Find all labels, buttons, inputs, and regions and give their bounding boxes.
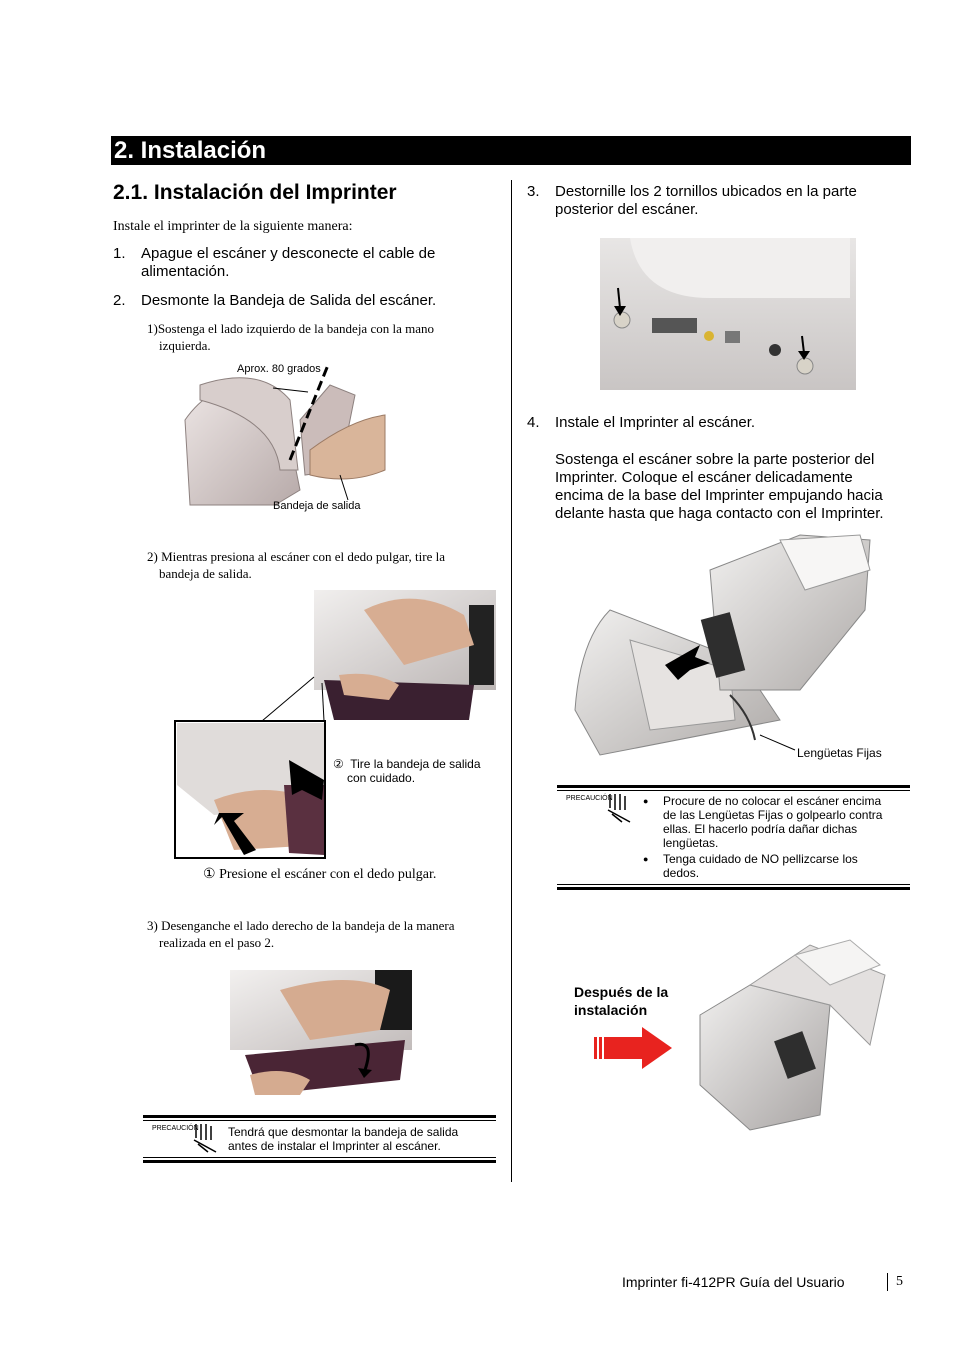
installed-scanner-figure [690, 935, 890, 1135]
caution-right-bottom-rule [557, 887, 910, 890]
red-arrow-icon [594, 1027, 674, 1069]
substep-3 [147, 917, 455, 951]
caution-left-hand-icon [192, 1122, 220, 1154]
substep-2-line-2: bandeja de salida. [159, 566, 252, 581]
step-4-detail [555, 451, 884, 523]
step-4-detail-line-2: Imprinter. Coloque el escáner delicadamente [555, 469, 853, 486]
footer-title: Imprinter fi-412PR Guía del Usuario [622, 1274, 845, 1290]
substep-1-line-1: 1)Sostenga el lado izquierdo de la bandeja con la mano [147, 321, 434, 336]
caution-left-top-rule-thin [143, 1120, 496, 1121]
column-divider [511, 180, 512, 1182]
step-2-text: Desmonte la Bandeja de Salida del escáner. [141, 292, 437, 309]
step-1-line-1: Apague el escáner y desconecte el cable de [141, 245, 436, 262]
caution-left-line-2: antes de instalar el Imprinter al escáner. [228, 1139, 441, 1153]
caution-right-logo: PRECAUCIÓN [566, 795, 613, 802]
angle-label: Aprox. 80 grados [237, 363, 321, 375]
caution-right-b2-line-1: ● Tenga cuidado de NO pellizcarse los [663, 852, 858, 866]
caution-right-bottom-rule-thin [557, 884, 910, 885]
caution-right-b1-line-3: ellas. El hacerlo podría dañar dichas [663, 822, 858, 836]
caution-left-top-rule [143, 1115, 496, 1118]
tray-angle-figure [180, 360, 390, 515]
step-3-number: 3. [527, 183, 540, 200]
pull-label [333, 757, 481, 785]
caution-right-b2-line-2: dedos. [663, 866, 700, 880]
caution-left-logo: PRECAUCIÓN [152, 1125, 199, 1132]
press-label [203, 866, 436, 883]
caution-right-b1-line-1: ● Procure de no colocar el escáner encima [663, 794, 882, 808]
caution-right-bullet-1 [643, 794, 903, 850]
caution-left-bottom-rule [143, 1160, 496, 1163]
caution-right-top-rule-thin [557, 790, 910, 791]
pull-number: ② [333, 757, 344, 771]
step-3-line-1: Destornille los 2 tornillos ubicados en la parte [555, 183, 857, 200]
substep-3-line-1: 3) Desenganche el lado derecho de la bandeja de la manera [147, 918, 455, 933]
step-1-number: 1. [113, 245, 126, 262]
caution-right-b1-line-2: de las Lengüetas Fijas o golpearlo contra [663, 808, 883, 822]
footer-separator [887, 1273, 888, 1291]
substep-2 [147, 548, 445, 582]
substep-1-line-2: izquierda. [159, 338, 211, 353]
after-install-line-1: Después de la [574, 984, 669, 1000]
step-4-number: 4. [527, 414, 540, 431]
tray-label: Bandeja de salida [273, 500, 361, 512]
substep-3-line-2: realizada en el paso 2. [159, 935, 275, 950]
caution-right-b1-line-4: lengüetas. [663, 836, 719, 850]
pull-tray-figure [174, 585, 499, 860]
caution-left-bottom-rule-thin [143, 1157, 496, 1158]
page-number: 5 [896, 1274, 903, 1289]
section-title: 2.1. Instalación del Imprinter [113, 181, 397, 204]
pull-line-2: con cuidado. [347, 771, 416, 785]
step-3-text [555, 183, 857, 219]
mounting-figure [570, 530, 880, 760]
caution-left-text [228, 1125, 458, 1153]
caution-right-bullet-2 [643, 852, 903, 880]
after-install-label [574, 983, 668, 1019]
release-tray-figure [230, 970, 412, 1107]
pull-line-1: Tire la bandeja de salida [350, 757, 481, 771]
step-4-detail-line-4: delante hasta que haga contacto con el Imprinter. [555, 505, 884, 522]
intro-text: Instale el imprinter de la siguiente manera: [113, 219, 353, 234]
caution-left-line-1: Tendrá que desmontar la bandeja de salida [228, 1125, 459, 1139]
step-4-text: Instale el Imprinter al escáner. [555, 414, 756, 431]
screws-figure [600, 238, 856, 390]
caution-right-top-rule [557, 785, 910, 788]
step-4-detail-line-3: encima de la base del Imprinter empujando hacia [555, 487, 883, 504]
after-install-line-2: instalación [574, 1002, 648, 1018]
chapter-title: 2. Instalación [111, 136, 911, 165]
step-1-text [141, 245, 435, 281]
press-text: Presione el escáner con el dedo pulgar. [219, 867, 437, 882]
substep-1 [147, 320, 434, 354]
substep-2-line-1: 2) Mientras presiona al escáner con el dedo pulgar, tire la [147, 549, 445, 564]
step-2-number: 2. [113, 292, 126, 309]
step-3-line-2: posterior del escáner. [555, 201, 699, 218]
step-1-line-2: alimentación. [141, 263, 230, 280]
caution-right-text [643, 794, 903, 880]
caution-right-hand-icon [606, 792, 634, 824]
fixed-tabs-label: Lengüetas Fijas [797, 746, 882, 760]
press-number: ① [203, 867, 216, 882]
step-4-detail-line-1: Sostenga el escáner sobre la parte posterior del [555, 451, 875, 468]
